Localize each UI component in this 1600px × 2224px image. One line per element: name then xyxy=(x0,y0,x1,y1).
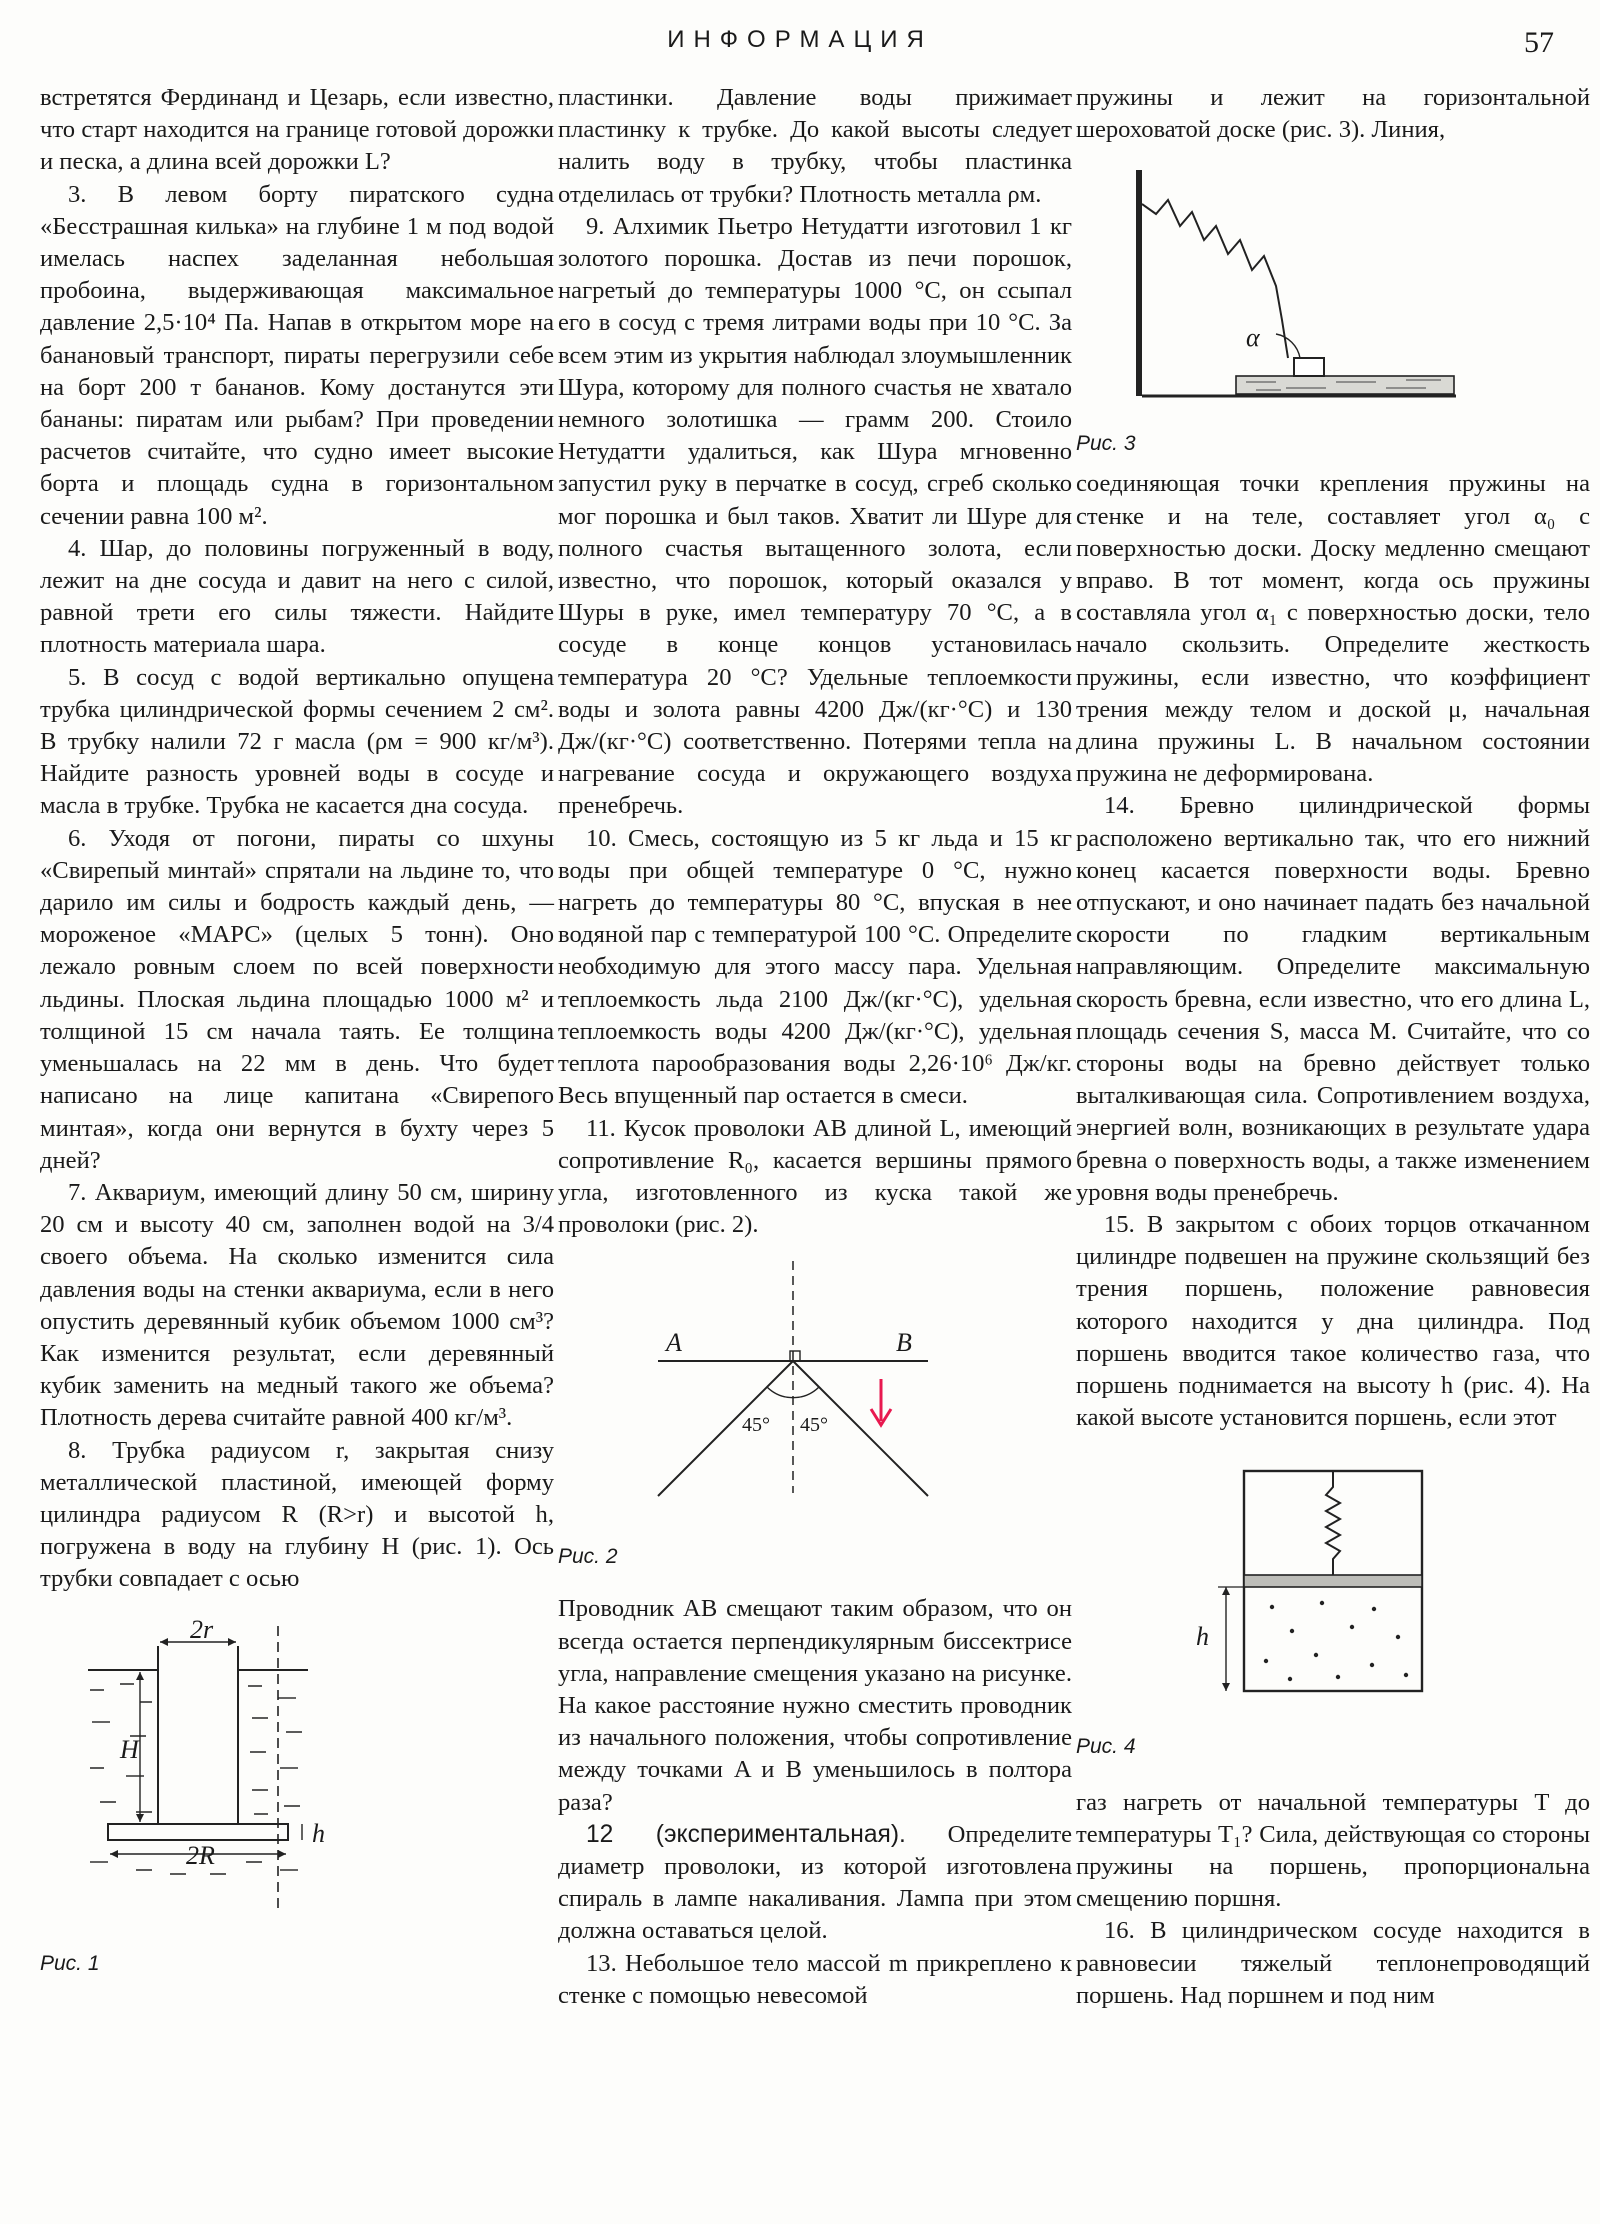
figure-1-caption: Рис. 1 xyxy=(40,1951,100,1975)
problem-8-continuation: пластинки. Давление воды прижимает пластинку к трубке. До какой высоты следует налить воду в трубку, чтобы пластинка отделилась от трубки? Плотность металла ρм. xyxy=(558,84,1072,208)
fig1-label-2r: 2r xyxy=(190,1617,214,1644)
problem-12-number: 12 (экспериментальная). xyxy=(586,1820,906,1848)
fig2-label-angle-right: 45° xyxy=(800,1414,828,1437)
figure-1-drawing xyxy=(40,1618,554,1958)
figure-4-drawing xyxy=(1076,1465,1590,1725)
problem-13-continuation-2: соединяющая точки крепления пружины на стенке и на теле, составляет угол α₀ с поверхностью доски. Доску медленно смещают вправо. В тот момент, когда ось пружины составляла угол α₁ с поверхностью доски, тело начало скользить. Определите жесткость пружины, если известно, что коэффициент трения между телом и доской μ, начальная длина пружины L. В начальном состоянии пружина не деформирована. xyxy=(1076,470,1590,788)
problem-9: 9. Алхимик Пьетро Нетудатти изготовил 1 кг золотого порошка. Достав из печи порошок, нагретый до температуры 1000 °С, он ссыпал его в сосуд с тремя литрами воды при 10 °С. За всем этим из укрытия наблюдал злоумышленник Шура, которому для полного счастья не хватало немного золотишка — грамм 200. Стоило Нетудатти удалиться, как Шура мгновенно запустил руку в перчатке в сосуд, сгреб сколько мог порошка и был таков. Хватит ли Шуре для полного счастья вытащенного золота, если известно, что порошок, который оказался у Шуры в руке, имел температуру 70 °С, а в сосуде в конце концов установилась температура 20 °С? Удельные теплоемкости воды и золота равны 4200 Дж/(кг·°С) и 130 Дж/(кг·°С) соответственно. Потерями тепла на нагревание сосуда и окружающего воздуха пренебречь. xyxy=(558,212,1072,820)
fig1-label-2R: 2R xyxy=(186,1840,215,1870)
problem-7: 7. Аквариум, имеющий длину 50 см, ширину 20 см и высоту 40 см, заполнен водой на 3/4 своего объема. На сколько изменится сила давления воды на стенки аквариума, если в него опустить деревянный кубик объемом 1000 см³? Как изменится результат, если деревянный кубик заменить на медный такого же объема? Плотность дерева считайте равной 400 кг/м³. xyxy=(40,1178,554,1432)
figure-1 xyxy=(40,1618,554,1978)
problem-6: 6. Уходя от погони, пираты со шхуны «Свирепый минтай» спрятали на льдине то, что дарило им силы и бодрость каждый день, — мороженое «МАРС» (целых 5 тонн). Оно лежало ровным слоем по всей поверхности льдины. Плоская льдина площадью 1000 м² и толщиной 15 см начала таять. Ее толщина уменьшалась на 22 мм в день. Что будет написано на лице капитана «Свирепого минтая», когда они вернутся в бухту через 5 дней? xyxy=(40,824,554,1174)
figure-3 xyxy=(1076,160,1590,458)
fig2-label-B: B xyxy=(896,1328,912,1358)
fig1-label-h: h xyxy=(312,1818,325,1848)
problem-15-continuation: газ нагреть от начальной температуры T до температуры T₁? Сила, действующая со стороны пружины на поршень, пропорциональна смещению поршня. xyxy=(1076,1788,1590,1913)
problem-5: 5. В сосуд с водой вертикально опущена трубка цилиндрической формы сечением 2 см². В трубку налили 72 г масла (ρм = 900 кг/м³). Найдите разность уровней воды в сосуде и масла в трубке. Трубка не касается дна сосуда. xyxy=(40,663,554,820)
fig4-label-h: h xyxy=(1196,1621,1209,1651)
problem-2-continuation: встретятся Фердинанд и Цезарь, если известно, что старт находится на границе готовой дорожки и песка, а длина всей дорожки L? xyxy=(40,84,554,176)
running-header: ИНФОРМАЦИЯ xyxy=(667,26,933,53)
problem-16: 16. В цилиндрическом сосуде находится в равновесии тяжелый теплонепроводящий поршень. Над поршнем и под ним xyxy=(1076,1917,1590,2009)
fig2-label-A: A xyxy=(666,1328,682,1358)
problem-12 xyxy=(558,1819,1072,1948)
page-number: 57 xyxy=(1524,26,1554,59)
problem-11-continuation: Проводник AB смещают таким образом, что он всегда остается перпендикулярным биссектрисе угла, направление смещения указано на рисунке. На какое расстояние нужно сместить проводник из начального положения, чтобы сопротивление между точками A и B уменьшилось в полтора раза? xyxy=(558,1595,1072,1816)
problem-4: 4. Шар, до половины погруженный в воду, лежит на дне сосуда и давит на него с силой, равной трети его силы тяжести. Найдите плотность материала шара. xyxy=(40,534,554,659)
problem-14: 14. Бревно цилиндрической формы расположено вертикально так, что его нижний конец касается поверхности воды. Бревно отпускают, и оно начинает падать без начальной скорости по гладким вертикальным направляющим. Определите максимальную скорость бревна, если известно, что его длина L, площадь сечения S, масса M. Считайте, что со стороны воды на бревно действует только выталкивающая сила. Сопротивлением воздуха, энергией волн, возникающих в результате удара бревна о поверхность воды, а также изменением уровня воды пренебречь. xyxy=(1076,792,1590,1206)
figure-2 xyxy=(558,1253,1072,1571)
problem-11: 11. Кусок проволоки AB длиной L, имеющий сопротивление R₀, касается вершины прямого угла, изготовленного из куска такой же проволоки (рис. 2). xyxy=(558,1114,1072,1239)
fig1-label-H: H xyxy=(120,1734,139,1764)
fig3-label-alpha: α xyxy=(1246,323,1260,353)
figure-4-caption: Рис. 4 xyxy=(1076,1734,1136,1758)
column-1 xyxy=(40,82,554,1978)
figure-3-drawing xyxy=(1076,160,1590,430)
problem-10: 10. Смесь, состоящую из 5 кг льда и 15 кг воды при общей температуре 0 °С, нужно нагреть до температуры 80 °С, впуская в нее водяной пар с температурой 100 °С. Определите необходимую для этого массу пара. Удельная теплоемкость льда 2100 Дж/(кг·°С), удельная теплоемкость воды 4200 Дж/(кг·°С), удельная теплота парообразования воды 2,26·10⁶ Дж/кг. Весь впущенный пар остается в смеси. xyxy=(558,824,1072,1110)
fig2-label-angle-left: 45° xyxy=(742,1414,770,1437)
column-2 xyxy=(558,82,1072,2012)
problem-13: 13. Небольшое тело массой m прикреплено к стенке с помощью невесомой xyxy=(558,1949,1072,2009)
column-3 xyxy=(1076,82,1590,2012)
problem-8: 8. Трубка радиусом r, закрытая снизу металлической пластиной, имеющей форму цилиндра радиусом R (R>r) и высотой h, погружена в воду на глубину H (рис. 1). Ось трубки совпадает с осью xyxy=(40,1436,554,1593)
problem-12-text: Определите диаметр проволоки, из которой изготовлена спираль в лампе накаливания. Лампа при этом должна оставаться целой. xyxy=(558,1820,1072,1945)
problem-15: 15. В закрытом с обоих торцов откачанном цилиндре подвешен на пружине скользящий без трения поршень, положение равновесия которого находится у дна цилиндра. Под поршень вводится такое количество газа, что поршень поднимается на высоту h (рис. 4). На какой высоте установится поршень, если этот xyxy=(1076,1211,1590,1432)
figure-4 xyxy=(1076,1465,1590,1761)
problem-13-continuation: пружины и лежит на горизонтальной шероховатой доске (рис. 3). Линия, xyxy=(1076,84,1590,144)
figure-2-drawing xyxy=(558,1253,1072,1553)
figure-3-caption: Рис. 3 xyxy=(1076,432,1136,456)
figure-2-caption: Рис. 2 xyxy=(558,1545,618,1569)
problem-3: 3. В левом борту пиратского судна «Бесстрашная килька» на глубине 1 м под водой имелась наспех заделанная небольшая пробоина, выдерживающая максимальное давление 2,5·10⁴ Па. Напав в открытом море на банановый транспорт, пираты перегрузили себе на борт 200 т бананов. Кому достанутся эти бананы: пиратам или рыбам? При проведении расчетов считайте, что судно имеет высокие борта и площадь судна в горизонтальном сечении равна 100 м². xyxy=(40,180,554,530)
